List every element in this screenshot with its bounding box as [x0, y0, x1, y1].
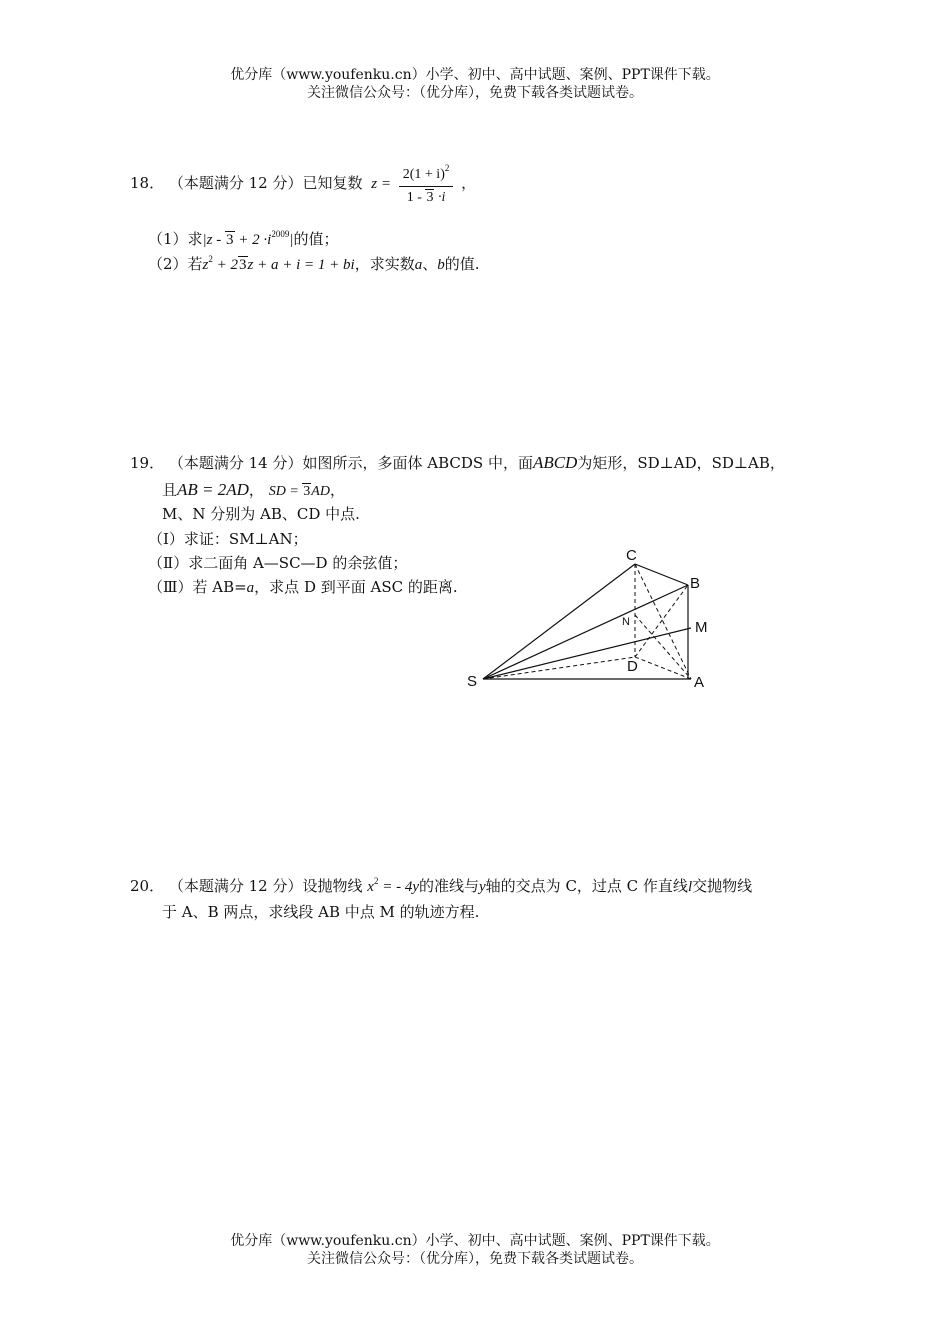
label-a: A — [694, 674, 705, 691]
label-d: D — [627, 658, 638, 675]
question-19-part-3: （Ⅲ）若 AB=a，求点 D 到平面 ASC 的距离. — [148, 578, 458, 596]
question-number: 19． — [130, 454, 165, 472]
formula-z: z = $\frac{2(1 + i)^2}{1 - 3 \cdot i}$ — [371, 176, 461, 192]
header-line-1: 优分库（www.youfenku.cn）小学、初中、高中试题、案例、PPT课件下载。 — [230, 67, 720, 83]
formula-part-1: $|z - 3 + 2 \cdot i^{2009}|$ — [202, 229, 294, 248]
question-19-part-1: （Ⅰ）求证：SM⊥AN； — [148, 530, 308, 548]
edge-sc — [483, 564, 635, 679]
question-18-part-1: （1）求$|z - 3 + 2 \cdot i^{2009}|$的值； — [148, 229, 339, 248]
question-19-line-3: M、N 分别为 AB、CD 中点. — [162, 505, 360, 523]
footer-line-1: 优分库（www.youfenku.cn）小学、初中、高中试题、案例、PPT课件下载。 — [230, 1233, 720, 1249]
question-19-part-2: （Ⅱ）求二面角 A—SC—D 的余弦值； — [148, 554, 408, 572]
question-19-stem: 19． （本题满分 14 分）如图所示，多面体 ABCDS 中，面ABCD为矩形，SD⊥AD，SD⊥AB， — [130, 453, 785, 472]
question-18-part-2: （2）若$z^2 + 23z + a + i = 1$ + bi，求实数a、b的值. — [148, 254, 480, 273]
formula-sd: SD = 3AD — [268, 484, 330, 499]
question-18-stem: 18． （本题满分 12 分）已知复数 z = $\frac{2(1 + i)^2}{1 - 3 \cdot i}$ ， — [130, 163, 477, 205]
question-20-stem: 20． （本题满分 12 分）设抛物线 $x^2$ = - 4y的准线与y轴的交点为 C，过点 C 作直线l交抛物线 — [130, 876, 753, 895]
edge-db-hidden — [635, 585, 688, 657]
label-s: S — [467, 673, 478, 690]
label-b: B — [690, 575, 701, 592]
label-m: M — [695, 619, 708, 636]
edge-sb — [483, 585, 688, 679]
header-line-2: 关注微信公众号：（优分库），免费下载各类试题试卷。 — [307, 85, 643, 101]
edge-da-hidden — [635, 657, 691, 679]
question-number: 18． — [130, 173, 165, 192]
formula-parabola: $x^2$ = - 4y — [367, 876, 419, 895]
edge-na-hidden — [635, 615, 691, 679]
question-intro: （本题满分 12 分）已知复数 — [168, 173, 363, 192]
label-c: C — [626, 547, 637, 564]
question-19-condition: 且AB = 2AD， SD = 3AD， — [162, 480, 345, 499]
edge-ca-hidden — [635, 564, 691, 679]
edge-cb — [635, 564, 688, 585]
label-n: N — [622, 616, 630, 628]
page-header — [0, 66, 950, 102]
formula-part-2: $z^2 + 23z + a + i = 1$ + bi — [202, 254, 355, 273]
page-footer — [0, 1232, 950, 1268]
question-20-line-2: 于 A、B 两点，求线段 AB 中点 M 的轨迹方程. — [162, 903, 480, 921]
footer-line-2: 关注微信公众号：（优分库），免费下载各类试题试卷。 — [307, 1251, 643, 1267]
fraction: $\frac{2(1 + i)^2}{1 - 3 \cdot i}$ — [399, 163, 454, 206]
polyhedron-figure — [455, 545, 725, 705]
question-number: 20． — [130, 877, 165, 895]
edge-sm — [483, 628, 691, 679]
